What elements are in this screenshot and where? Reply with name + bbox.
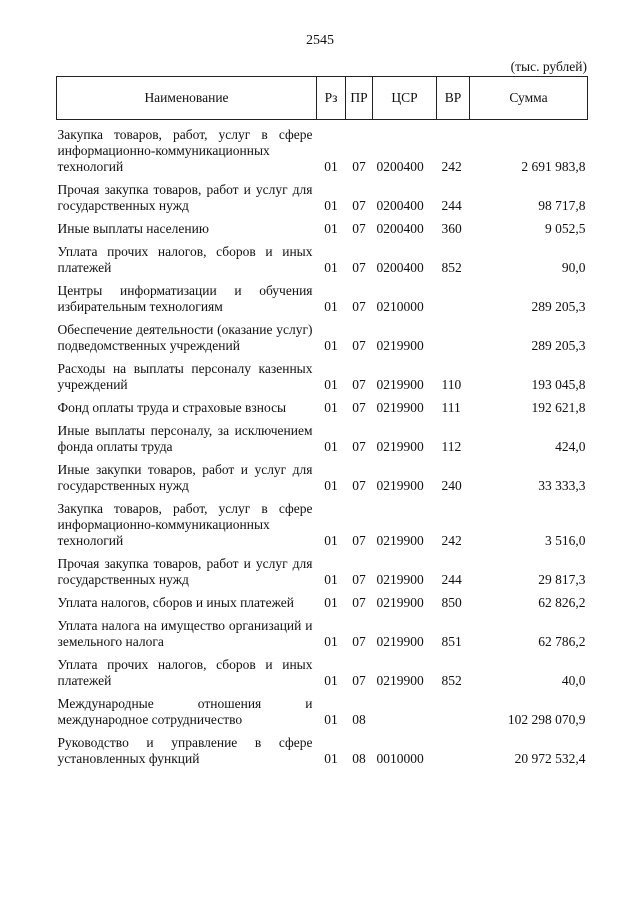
cell-name: Международные отношения и международное сотрудничество — [57, 696, 313, 727]
cell-sum: 90,0 — [561, 260, 586, 275]
cell-sum: 3 516,0 — [545, 533, 586, 548]
table-row — [57, 549, 588, 588]
header-rz: Рз — [317, 77, 346, 120]
cell-sum: 40,0 — [561, 673, 586, 688]
cell-name: Иные закупки товаров, работ и услуг для государственных нужд — [57, 462, 313, 493]
cell-name: Центры информатизации и обучения избирательным технологиям — [57, 283, 313, 314]
cell-vr: 360 — [441, 221, 462, 236]
cell-vr: 852 — [441, 260, 462, 275]
cell-name: Уплата прочих налогов, сборов и иных платежей — [57, 244, 313, 275]
cell-pr: 07 — [352, 221, 366, 236]
table-row — [57, 588, 588, 611]
cell-csr — [373, 689, 437, 728]
cell-csr: 0219900 — [376, 595, 424, 610]
cell-rz: 01 — [324, 221, 338, 236]
cell-vr: 112 — [441, 439, 462, 454]
cell-pr: 07 — [352, 595, 366, 610]
cell-csr: 0219900 — [376, 338, 424, 353]
cell-rz: 01 — [324, 751, 338, 766]
header-vr: ВР — [437, 77, 470, 120]
page-number: 2545 — [306, 33, 334, 48]
table-row — [57, 494, 588, 549]
cell-name: Прочая закупка товаров, работ и услуг для государственных нужд — [57, 556, 313, 587]
table-row — [57, 214, 588, 237]
cell-pr: 07 — [352, 299, 366, 314]
cell-rz: 01 — [324, 299, 338, 314]
cell-rz: 01 — [324, 400, 338, 415]
cell-name: Руководство и управление в сфере установленных функций — [57, 735, 313, 766]
cell-csr: 0219900 — [376, 439, 424, 454]
cell-pr: 07 — [352, 439, 366, 454]
cell-sum: 29 817,3 — [538, 572, 586, 587]
cell-vr — [437, 276, 470, 315]
table-row — [57, 689, 588, 728]
cell-name: Уплата налогов, сборов и иных платежей — [57, 595, 294, 610]
cell-pr: 07 — [352, 400, 366, 415]
cell-pr: 08 — [352, 751, 366, 766]
cell-sum: 2 691 983,8 — [521, 159, 586, 174]
cell-csr: 0200400 — [376, 260, 424, 275]
table-row — [57, 315, 588, 354]
table-row — [57, 393, 588, 416]
cell-sum: 62 786,2 — [538, 634, 586, 649]
cell-name: Закупка товаров, работ, услуг в сфере информационно-коммуникационных технологий — [57, 127, 313, 174]
cell-pr: 07 — [352, 478, 366, 493]
table-row — [57, 276, 588, 315]
cell-rz: 01 — [324, 673, 338, 688]
cell-name: Закупка товаров, работ, услуг в сфере информационно-коммуникационных технологий — [57, 501, 313, 548]
cell-rz: 01 — [324, 533, 338, 548]
cell-csr: 0219900 — [376, 673, 424, 688]
cell-csr: 0200400 — [376, 221, 424, 236]
cell-pr: 07 — [352, 159, 366, 174]
cell-pr: 07 — [352, 260, 366, 275]
cell-name: Расходы на выплаты персоналу казенных учреждений — [57, 361, 313, 392]
table-row — [57, 455, 588, 494]
cell-sum: 193 045,8 — [531, 377, 586, 392]
table-header-row — [57, 77, 588, 120]
cell-name: Иные выплаты персоналу, за исключением фонда оплаты труда — [57, 423, 313, 454]
cell-csr: 0219900 — [376, 400, 424, 415]
cell-rz: 01 — [324, 595, 338, 610]
cell-rz: 01 — [324, 260, 338, 275]
header-pr: ПР — [346, 77, 373, 120]
cell-sum: 289 205,3 — [531, 338, 586, 353]
cell-pr: 07 — [352, 634, 366, 649]
cell-pr: 07 — [352, 338, 366, 353]
cell-vr: 240 — [441, 478, 462, 493]
cell-sum: 192 621,8 — [531, 400, 586, 415]
table-row — [57, 354, 588, 393]
table-row — [57, 416, 588, 455]
cell-vr: 110 — [441, 377, 462, 392]
cell-sum: 424,0 — [555, 439, 586, 454]
cell-vr: 244 — [441, 198, 462, 213]
cell-vr — [437, 689, 470, 728]
cell-rz: 01 — [324, 634, 338, 649]
cell-vr: 850 — [441, 595, 462, 610]
table-row — [57, 175, 588, 214]
cell-vr: 242 — [441, 533, 462, 548]
cell-vr — [437, 728, 470, 767]
cell-rz: 01 — [324, 159, 338, 174]
cell-vr: 111 — [441, 400, 461, 415]
header-sum: Сумма — [470, 77, 588, 120]
cell-sum: 33 333,3 — [538, 478, 586, 493]
cell-name: Прочая закупка товаров, работ и услуг для государственных нужд — [57, 182, 313, 213]
table-row — [57, 650, 588, 689]
table-row — [57, 120, 588, 176]
cell-sum: 9 052,5 — [545, 221, 586, 236]
cell-csr: 0219900 — [376, 478, 424, 493]
cell-rz: 01 — [324, 572, 338, 587]
cell-pr: 08 — [352, 712, 366, 727]
header-name: Наименование — [57, 77, 317, 120]
units-label: (тыс. рублей) — [510, 59, 587, 74]
table-row — [57, 611, 588, 650]
cell-pr: 07 — [352, 533, 366, 548]
cell-vr: 242 — [441, 159, 462, 174]
cell-name: Обеспечение деятельности (оказание услуг) подведомственных учреждений — [57, 322, 313, 353]
table-body — [57, 120, 588, 768]
cell-csr: 0200400 — [376, 159, 424, 174]
cell-csr: 0200400 — [376, 198, 424, 213]
cell-name: Иные выплаты населению — [57, 221, 209, 236]
cell-pr: 07 — [352, 673, 366, 688]
cell-vr: 244 — [441, 572, 462, 587]
cell-rz: 01 — [324, 198, 338, 213]
cell-rz: 01 — [324, 439, 338, 454]
cell-csr: 0219900 — [376, 377, 424, 392]
table-row — [57, 237, 588, 276]
cell-csr: 0219900 — [376, 572, 424, 587]
cell-rz: 01 — [324, 377, 338, 392]
cell-csr: 0219900 — [376, 533, 424, 548]
cell-sum: 98 717,8 — [538, 198, 586, 213]
cell-csr: 0010000 — [376, 751, 424, 766]
cell-vr — [437, 315, 470, 354]
cell-csr: 0219900 — [376, 634, 424, 649]
cell-sum: 289 205,3 — [531, 299, 586, 314]
cell-sum: 102 298 070,9 — [507, 712, 586, 727]
cell-pr: 07 — [352, 198, 366, 213]
cell-name: Уплата прочих налогов, сборов и иных платежей — [57, 657, 313, 688]
cell-vr: 851 — [441, 634, 462, 649]
cell-pr: 07 — [352, 572, 366, 587]
cell-name: Уплата налога на имущество организаций и земельного налога — [57, 618, 313, 649]
cell-sum: 62 826,2 — [538, 595, 586, 610]
cell-rz: 01 — [324, 478, 338, 493]
cell-rz: 01 — [324, 338, 338, 353]
table-row — [57, 728, 588, 767]
header-csr: ЦСР — [373, 77, 437, 120]
budget-table — [56, 76, 588, 767]
cell-vr: 852 — [441, 673, 462, 688]
cell-sum: 20 972 532,4 — [514, 751, 586, 766]
cell-pr: 07 — [352, 377, 366, 392]
cell-name: Фонд оплаты труда и страховые взносы — [57, 400, 287, 415]
cell-rz: 01 — [324, 712, 338, 727]
cell-csr: 0210000 — [376, 299, 424, 314]
